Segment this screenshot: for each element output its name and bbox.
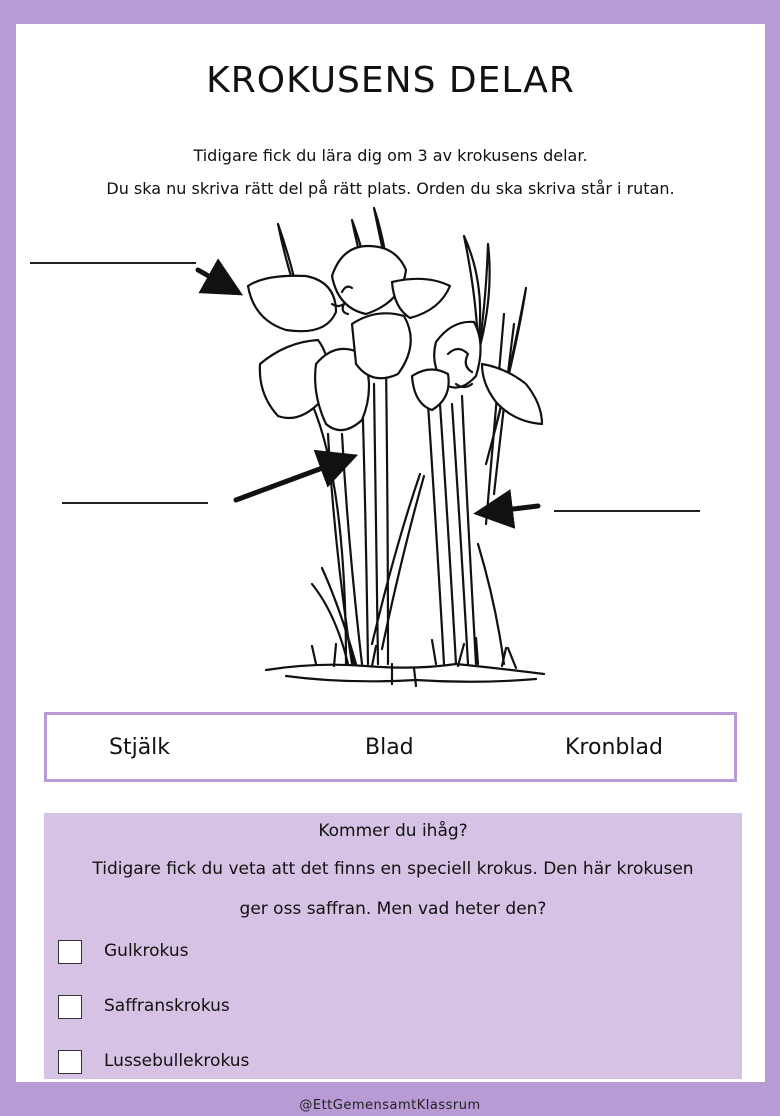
page-title: KROKUSENS DELAR (206, 60, 575, 101)
checkbox[interactable] (58, 995, 82, 1019)
word-box (44, 712, 737, 782)
word-blad: Blad (365, 735, 414, 760)
quiz-question-line-1: Tidigare fick du veta att det finns en speciell krokus. Den här krokusen (92, 859, 694, 879)
intro-line-2: Du ska nu skriva rätt del på rätt plats. Orden du ska skriva står i rutan. (106, 179, 675, 198)
worksheet-page (16, 24, 765, 1082)
word-kronblad: Kronblad (565, 735, 663, 760)
quiz-question-line-2: ger oss saffran. Men vad heter den? (239, 899, 547, 919)
checkbox[interactable] (58, 1050, 82, 1074)
footer-credit: @EttGemensamtKlassrum (299, 1098, 481, 1113)
quiz-panel (44, 813, 742, 1079)
option-label: Saffranskrokus (104, 996, 230, 1016)
option-label: Gulkrokus (104, 941, 189, 961)
intro-line-1: Tidigare fick du lära dig om 3 av krokusens delar. (193, 146, 588, 165)
word-stjalk: Stjälk (109, 735, 171, 760)
checkbox[interactable] (58, 940, 82, 964)
quiz-heading: Kommer du ihåg? (318, 821, 468, 841)
crocus-illustration (16, 24, 765, 724)
option-label: Lussebullekrokus (104, 1051, 250, 1071)
